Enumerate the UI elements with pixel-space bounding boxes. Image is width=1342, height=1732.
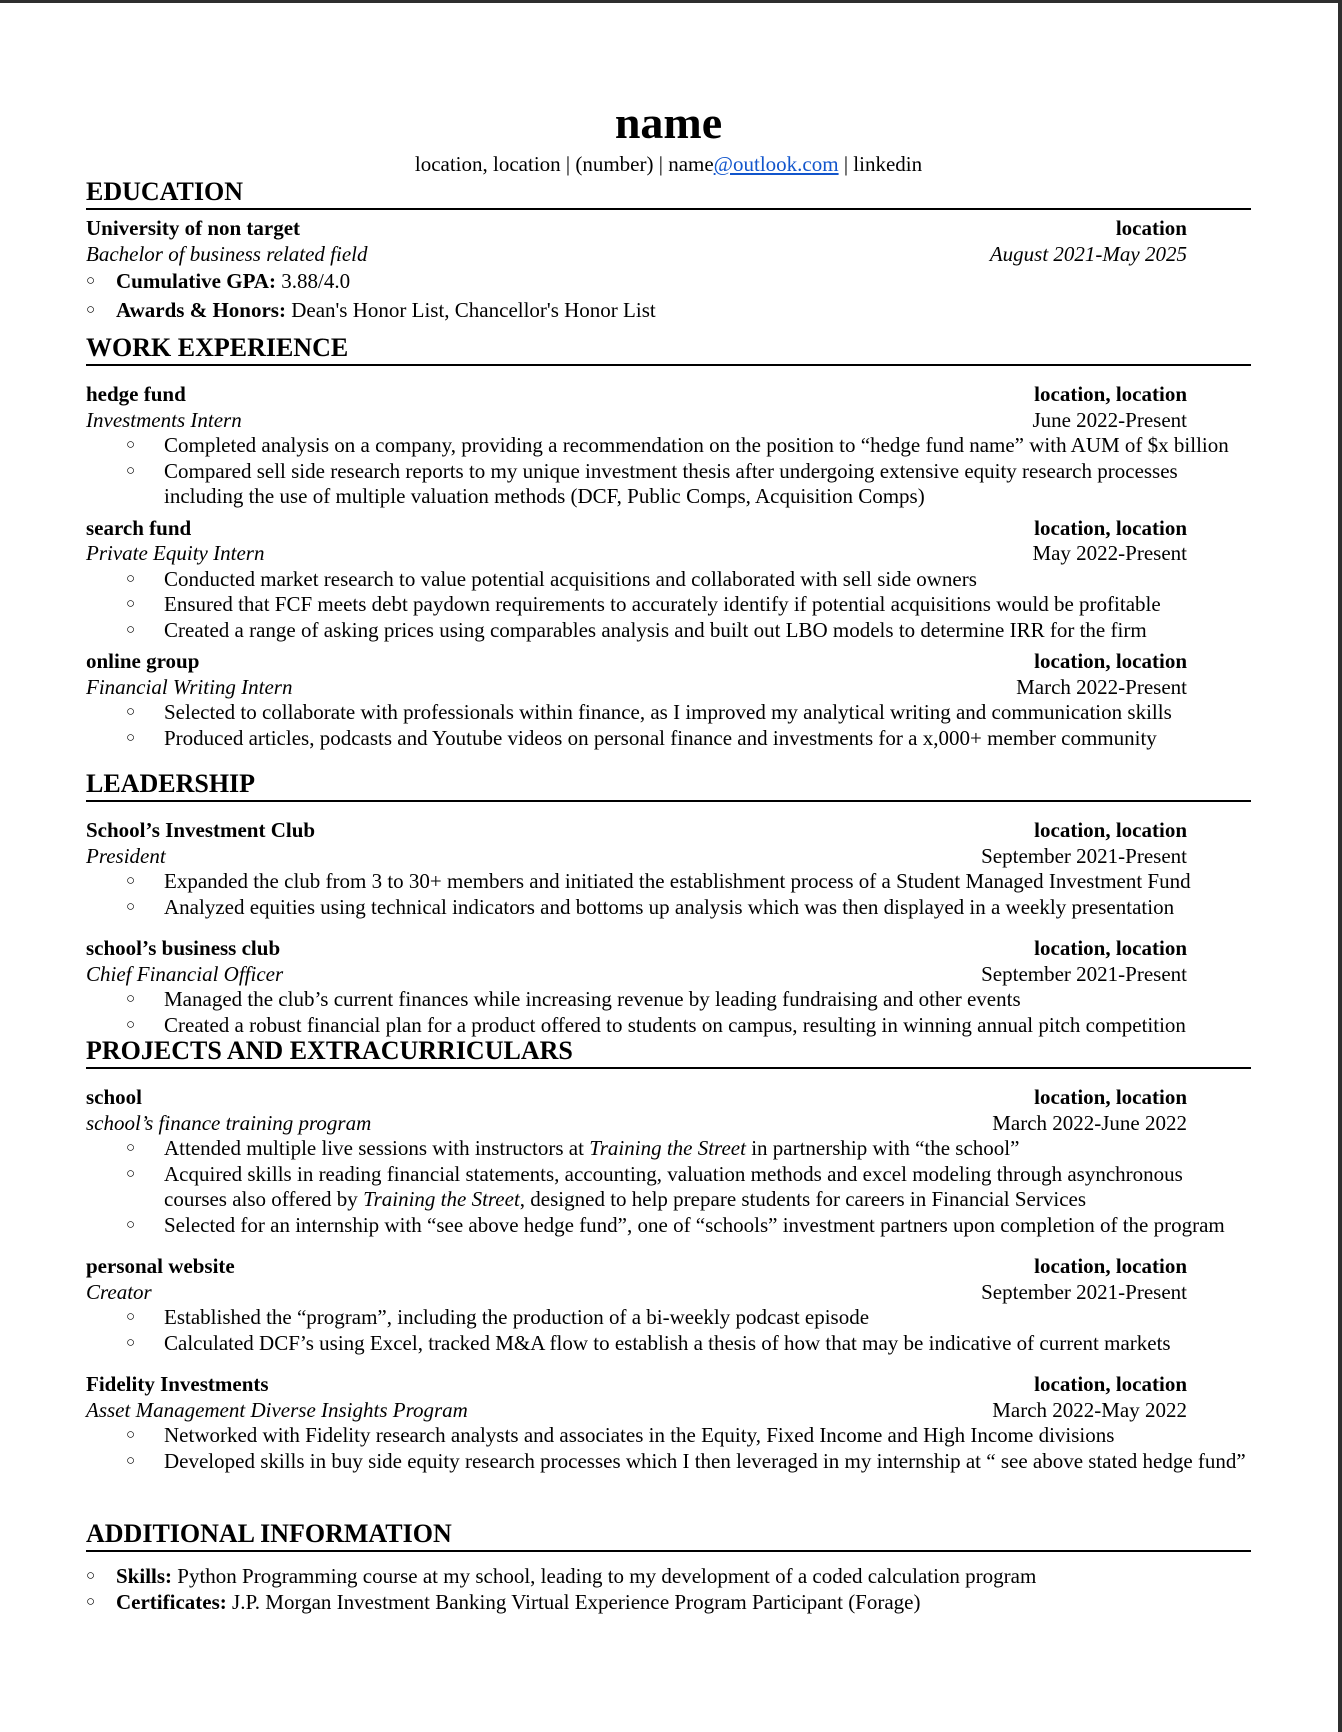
bullet-text: Expanded the club from 3 to 30+ members and initiated the establishment process of a Student Managed Investment Fund [164,869,1191,893]
entry-subheader [86,408,1187,434]
role-title: President [86,843,166,868]
bullet-icon: ○ [126,1334,136,1351]
entry-subheader [86,242,1187,268]
bullet-icon: ○ [126,991,136,1007]
entry-header [86,516,1187,542]
organization-name: personal website [86,1254,235,1278]
item-text: Dean's Honor List, Chancellor's Honor List [285,297,656,322]
email-link[interactable]: @outlook.com [713,152,839,176]
entry-subheader [86,675,1187,701]
bullet-text: , designed to help prepare students for careers in Financial Services [519,1187,1087,1211]
bullet-text: Created a robust financial plan for a product offered to students on campus, resulting in winning annual pitch competition [164,1012,1186,1037]
candidate-name: name [614,97,723,148]
entry-subheader [86,1111,1187,1137]
bullet-icon: ○ [126,1452,136,1469]
bullet-item [86,1213,1249,1239]
entry-location: location, location [1034,1254,1187,1278]
bullet-item [86,700,1249,726]
bullet-text: Completed analysis on a company, providing a recommendation on the position to “hedge fund name” with AUM of $x billion [164,433,1229,457]
entry-header [86,649,1187,675]
experience-entry [86,936,1251,1038]
bullet-text: Calculated DCF’s using Excel, tracked M&A flow to establish a thesis of how that may be indicative of current markets [164,1330,1171,1355]
bullet-item [86,895,1249,921]
leadership-entries [86,818,1251,1038]
entry-dates: March 2022-May 2022 [992,1397,1187,1422]
degree: Bachelor of business related field [86,241,368,266]
bullet-text: Created a range of asking prices using comparables analysis and built out LBO models to determine IRR for the firm [164,617,1147,642]
bullet-icon: ○ [126,704,136,720]
list-item [86,267,1251,296]
bullet-item [86,1423,1249,1449]
additional-information-section [86,1519,1251,1615]
bullet-icon: ○ [86,301,96,318]
experience-entry [86,1254,1251,1372]
bullet-item [86,1162,1249,1213]
bullet-icon: ○ [126,1140,136,1156]
education-section [86,177,1251,324]
entry-location: location, location [1034,649,1187,673]
entry-header [86,1372,1187,1398]
entry-dates: May 2022-Present [1032,541,1187,565]
bullet-item [86,869,1249,895]
bullet-item [86,567,1249,593]
bullet-emphasis: Training the Street [363,1187,520,1211]
entry-location: location, location [1034,818,1187,842]
experience-entry [86,382,1251,516]
leadership-section [86,769,1251,1038]
bullet-text: Established the “program”, including the production of a bi-weekly podcast episode [164,1305,870,1329]
entry-subheader [86,962,1187,988]
entry-header [86,1254,1187,1280]
entry-dates: September 2021-Present [981,843,1187,868]
work-experience-section [86,333,1251,751]
bullet-text: Compared sell side research reports to my unique investment thesis after undergoing extensive equity research processes including the use of multiple valuation methods (DCF, Public Comps, Acquisition Comps) [164,458,1178,508]
role-title: Private Equity Intern [86,541,265,565]
bullet-icon: ○ [126,621,136,638]
bullet-item [86,618,1249,644]
contact-line [86,151,1251,177]
projects-entries [86,1085,1251,1474]
entry-dates: June 2022-Present [1032,407,1187,432]
bullet-text: Analyzed equities using technical indicators and bottoms up analysis which was then displayed in a weekly presentation [164,894,1175,919]
organization-name: Fidelity Investments [86,1372,269,1396]
bullet-item [86,987,1249,1013]
role-title: Asset Management Diverse Insights Program [86,1397,468,1422]
experience-entry [86,649,1251,751]
bullet-item [86,1305,1249,1331]
entry-subheader [86,541,1187,567]
section-title: LEADERSHIP [86,769,1251,802]
bullet-text: Developed skills in buy side equity research processes which I then leveraged in my internship at “ see above stated hedge fund” [164,1448,1246,1473]
bullet-icon: ○ [126,898,136,915]
item-text: J.P. Morgan Investment Banking Virtual Experience Program Participant (Forage) [226,1589,921,1614]
entry-subheader [86,1280,1187,1306]
bullet-icon: ○ [126,1216,136,1233]
entry-header [86,216,1187,242]
entry-header [86,936,1187,962]
bullet-item [86,1331,1249,1357]
bullet-icon: ○ [126,437,136,453]
entry-location: location, location [1034,1372,1187,1396]
organization-name: hedge fund [86,382,186,406]
entry-header [86,818,1187,844]
bullet-icon: ○ [126,873,136,889]
bullet-icon: ○ [126,1309,136,1325]
item-text: Python Programming course at my school, leading to my development of a coded calculation program [172,1564,1037,1588]
entry-subheader [86,1398,1187,1424]
item-text: 3.88/4.0 [276,269,351,293]
resume-page [0,3,1338,1732]
organization-name: search fund [86,515,192,540]
list-item [86,1564,1251,1590]
entry-dates: September 2021-Present [981,961,1187,986]
organization-name: school’s business club [86,936,281,960]
bullet-icon: ○ [86,1568,96,1584]
bullet-text: Conducted market research to value potential acquisitions and collaborated with sell side owners [164,566,977,591]
bullet-text: Networked with Fidelity research analysts and associates in the Equity, Fixed Income and High Income divisions [164,1423,1115,1447]
section-title: PROJECTS AND EXTRACURRICULARS [86,1036,1251,1069]
item-label: Certificates: [116,1589,227,1614]
bullet-item [86,433,1249,459]
organization-name: School’s Investment Club [86,818,316,842]
bullet-icon: ○ [126,729,136,746]
entry-dates: September 2021-Present [981,1279,1187,1304]
list-item [86,1590,1251,1616]
contact-linkedin: | linkedin [838,152,923,176]
school-name: University of non target [86,216,301,240]
item-label: Awards & Honors: [116,297,286,322]
entry-location: location, location [1034,382,1187,406]
bullet-text: Attended multiple live sessions with instructors at [164,1136,590,1160]
entry-location: location, location [1034,936,1187,960]
entry-header [86,382,1187,408]
bullet-emphasis: Training the Street [589,1136,746,1160]
section-title: WORK EXPERIENCE [86,333,1251,366]
projects-section [86,1036,1251,1474]
role-title: Financial Writing Intern [86,674,293,699]
section-title: ADDITIONAL INFORMATION [86,1519,1251,1552]
bullet-icon: ○ [126,570,136,587]
bullet-text: Selected for an internship with “see above hedge fund”, one of “schools” investment partners upon completion of the program [164,1212,1225,1237]
experience-entry [86,1085,1251,1254]
bullet-icon: ○ [126,1016,136,1033]
bullet-text: Managed the club’s current finances while increasing revenue by leading fundraising and other events [164,987,1021,1011]
bullet-icon: ○ [126,596,136,612]
bullet-icon: ○ [126,1165,136,1182]
bullet-item [86,726,1249,752]
role-title: Investments Intern [86,407,242,432]
bullet-item [86,1136,1249,1162]
entry-location: location, location [1034,515,1187,540]
bullet-text: Acquired skills in reading financial statements, accounting, valuation methods and excel modeling through asynchronous courses also offered by [164,1161,1183,1211]
bullet-icon: ○ [86,273,96,289]
role-title: Creator [86,1279,152,1304]
entry-subheader [86,844,1187,870]
bullet-item [86,592,1249,618]
role-title: school’s finance training program [86,1110,372,1135]
entry-header [86,1085,1187,1111]
experience-entry [86,818,1251,936]
bullet-icon: ○ [126,1427,136,1443]
role-title: Chief Financial Officer [86,961,284,986]
item-label: Cumulative GPA: [116,269,277,293]
bullet-item [86,1449,1249,1475]
bullet-item [86,459,1249,510]
section-title: EDUCATION [86,177,1251,210]
experience-entry [86,516,1251,650]
entry-location: location [1115,216,1187,240]
entry-dates: March 2022-Present [1016,674,1187,699]
organization-name: school [86,1085,143,1109]
list-item [86,296,1251,325]
bullet-text: Ensured that FCF meets debt paydown requirements to accurately identify if potential acquisitions would be profitable [164,592,1161,616]
bullet-text: Produced articles, podcasts and Youtube videos on personal finance and investments for a x,000+ member community [164,725,1157,750]
bullet-icon: ○ [86,1593,96,1610]
work-entries [86,382,1251,751]
experience-entry [86,1372,1251,1474]
entry-location: location, location [1034,1085,1187,1109]
bullet-text: in partnership with “the school” [745,1136,1020,1160]
contact-info: location, location | (number) | name [414,152,714,176]
item-label: Skills: [116,1564,173,1588]
organization-name: online group [86,649,200,673]
entry-dates: August 2021-May 2025 [989,241,1187,266]
bullet-item [86,1013,1249,1039]
bullet-text: Selected to collaborate with professionals within finance, as I improved my analytical writing and communication skills [164,700,1172,724]
bullet-icon: ○ [126,462,136,479]
entry-dates: March 2022-June 2022 [992,1110,1187,1135]
